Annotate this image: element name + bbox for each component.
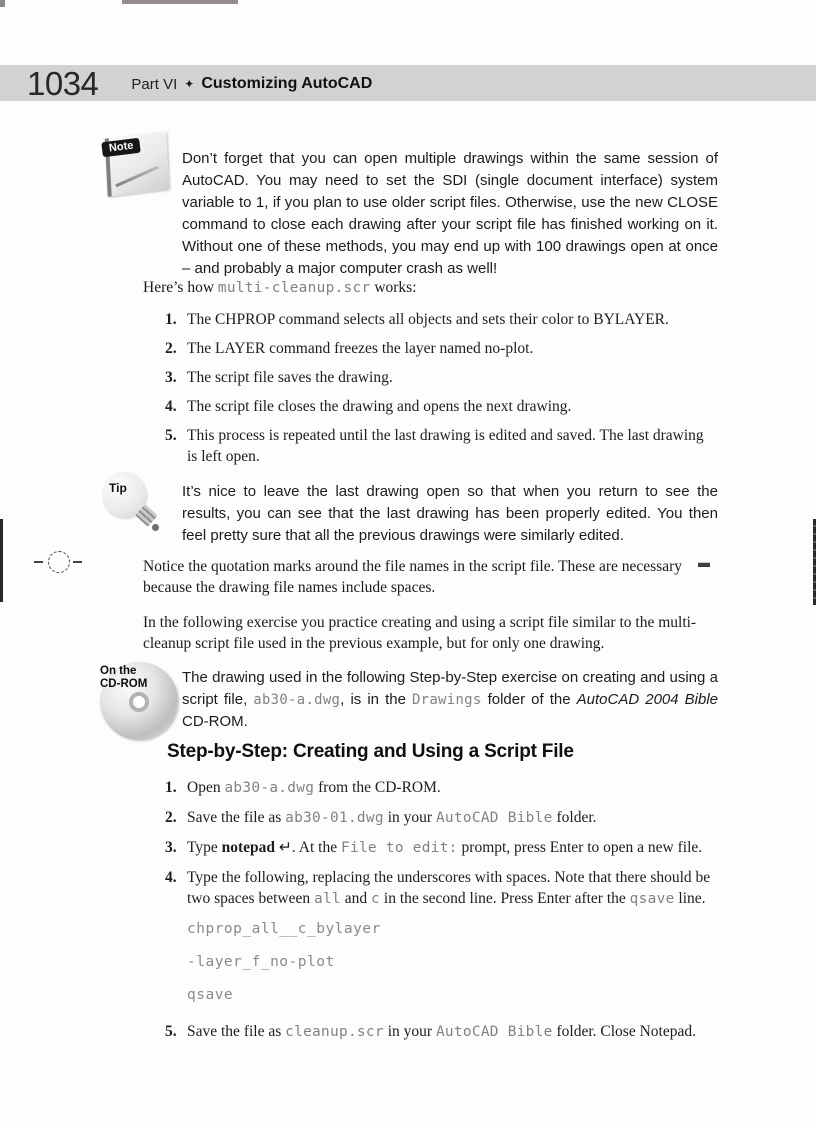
cdrom-icon: [96, 660, 180, 744]
chapter-title: Customizing AutoCAD: [201, 75, 373, 92]
step-item: [165, 867, 721, 1013]
cdrom-section: [96, 658, 718, 733]
running-head: [131, 75, 372, 93]
step-text: Open ab30-a.dwg from the CD-ROM.: [187, 779, 441, 796]
list-item: [165, 425, 711, 467]
note-icon: [98, 133, 178, 201]
script-code-block: [187, 922, 721, 1003]
cdrom-label-line1: On the: [100, 665, 137, 677]
registration-mark-icon: [34, 550, 82, 576]
step-number: 5.: [165, 1023, 177, 1040]
section-heading: Step-by-Step: Creating and Using a Script File: [167, 741, 574, 762]
cdrom-text: The drawing used in the following Step-by-Step exercise on creating and using a script file, ab30-a.dwg, is in the Drawings folder of the AutoCAD 2004 Bible CD-ROM.: [182, 669, 719, 730]
steps-list: [165, 777, 721, 1051]
list-number: 1.: [165, 311, 177, 328]
cdrom-label: [100, 665, 147, 691]
step-text: Save the file as cleanup.scr in your AutoCAD Bible folder. Close Notepad.: [187, 1023, 696, 1040]
diamond-icon: ✦: [184, 77, 195, 91]
step-text: Save the file as ab30-01.dwg in your AutoCAD Bible folder.: [187, 809, 597, 826]
list-text: The CHPROP command selects all objects and sets their color to BYLAYER.: [187, 311, 669, 328]
step-item: [165, 1021, 721, 1043]
print-mark-topleft: [0, 0, 5, 7]
note-label: Note: [101, 138, 141, 158]
list-text: This process is repeated until the last drawing is edited and saved. The last drawing is left open.: [187, 427, 704, 465]
lightbulb-icon: [100, 472, 170, 546]
list-text: The script file closes the drawing and opens the next drawing.: [187, 398, 572, 415]
registration-circle: [48, 551, 70, 573]
list-number: 5.: [165, 427, 177, 444]
bulb-tip-shape: [152, 524, 159, 531]
step-item: [165, 807, 721, 829]
code-line: -layer_f_no-plot: [187, 954, 335, 970]
list-number: 2.: [165, 340, 177, 357]
note-section: [96, 131, 718, 280]
print-bar-left: [0, 519, 3, 602]
tip-text: It’s nice to leave the last drawing open so that when you return to see the results, you can see that the last drawing has been properly edited. You then feel pretty sure that all the previous drawings were similarly edited.: [182, 483, 718, 544]
code-line: qsave: [187, 987, 234, 1003]
list-text: The LAYER command freezes the layer named no-plot.: [187, 340, 534, 357]
works-list: [165, 309, 711, 475]
page-header: [0, 65, 816, 101]
tip-section: [96, 468, 718, 547]
step-number: 3.: [165, 839, 177, 856]
list-text: The script file saves the drawing.: [187, 369, 393, 386]
part-label: Part VI: [131, 75, 178, 93]
step-text: [187, 867, 721, 1013]
registration-dash-left: [34, 561, 43, 563]
intro-line: Here’s how multi-cleanup.scr works:: [143, 279, 417, 296]
cd-hole-shape: [129, 692, 149, 712]
note-icon-column: [96, 131, 182, 280]
list-item: [165, 338, 711, 359]
step-item: [165, 777, 721, 799]
step-text-inline: Type the following, replacing the underscores with spaces. Note that there should be two spaces between all and c in the second line. Press Enter after the qsave line.: [187, 869, 711, 907]
list-item: [165, 396, 711, 417]
list-item: [165, 367, 711, 388]
step-text: Type notepad ↵. At the File to edit: prompt, press Enter to open a new file.: [187, 839, 703, 856]
step-number: 2.: [165, 809, 177, 826]
tip-icon-column: [96, 468, 182, 547]
cdrom-label-line2: CD-ROM: [100, 678, 148, 690]
page-number: 1034: [27, 64, 99, 102]
step-number: 1.: [165, 779, 177, 796]
note-text: Don’t forget that you can open multiple drawings within the same session of AutoCAD. You may need to set the SDI (single document interface) system variable to 1, if you plan to use older script files. Otherwise, use the new CLOSE command to close each drawing after your script file has finished working on it. Without one of these methods, you may end up with 100 drawings open at once – and probably a major computer crash as well!: [182, 150, 718, 277]
list-item: [165, 309, 711, 330]
list-number: 4.: [165, 398, 177, 415]
step-item: [165, 837, 721, 859]
code-line: chprop_all__c_bylayer: [187, 921, 381, 937]
list-number: 3.: [165, 369, 177, 386]
paragraph-exercise: In the following exercise you practice creating and using a script file similar to the multi-cleanup script file used in the previous example, but for only one drawing.: [143, 614, 697, 652]
print-mark-topline: [122, 0, 238, 4]
tip-label: Tip: [109, 481, 127, 495]
step-number: 4.: [165, 869, 177, 886]
cdrom-icon-column: [96, 658, 182, 733]
registration-dash-right: [73, 561, 82, 563]
paragraph-quotation: Notice the quotation marks around the file names in the script file. These are necessary because the drawing file names include spaces.: [143, 558, 683, 596]
